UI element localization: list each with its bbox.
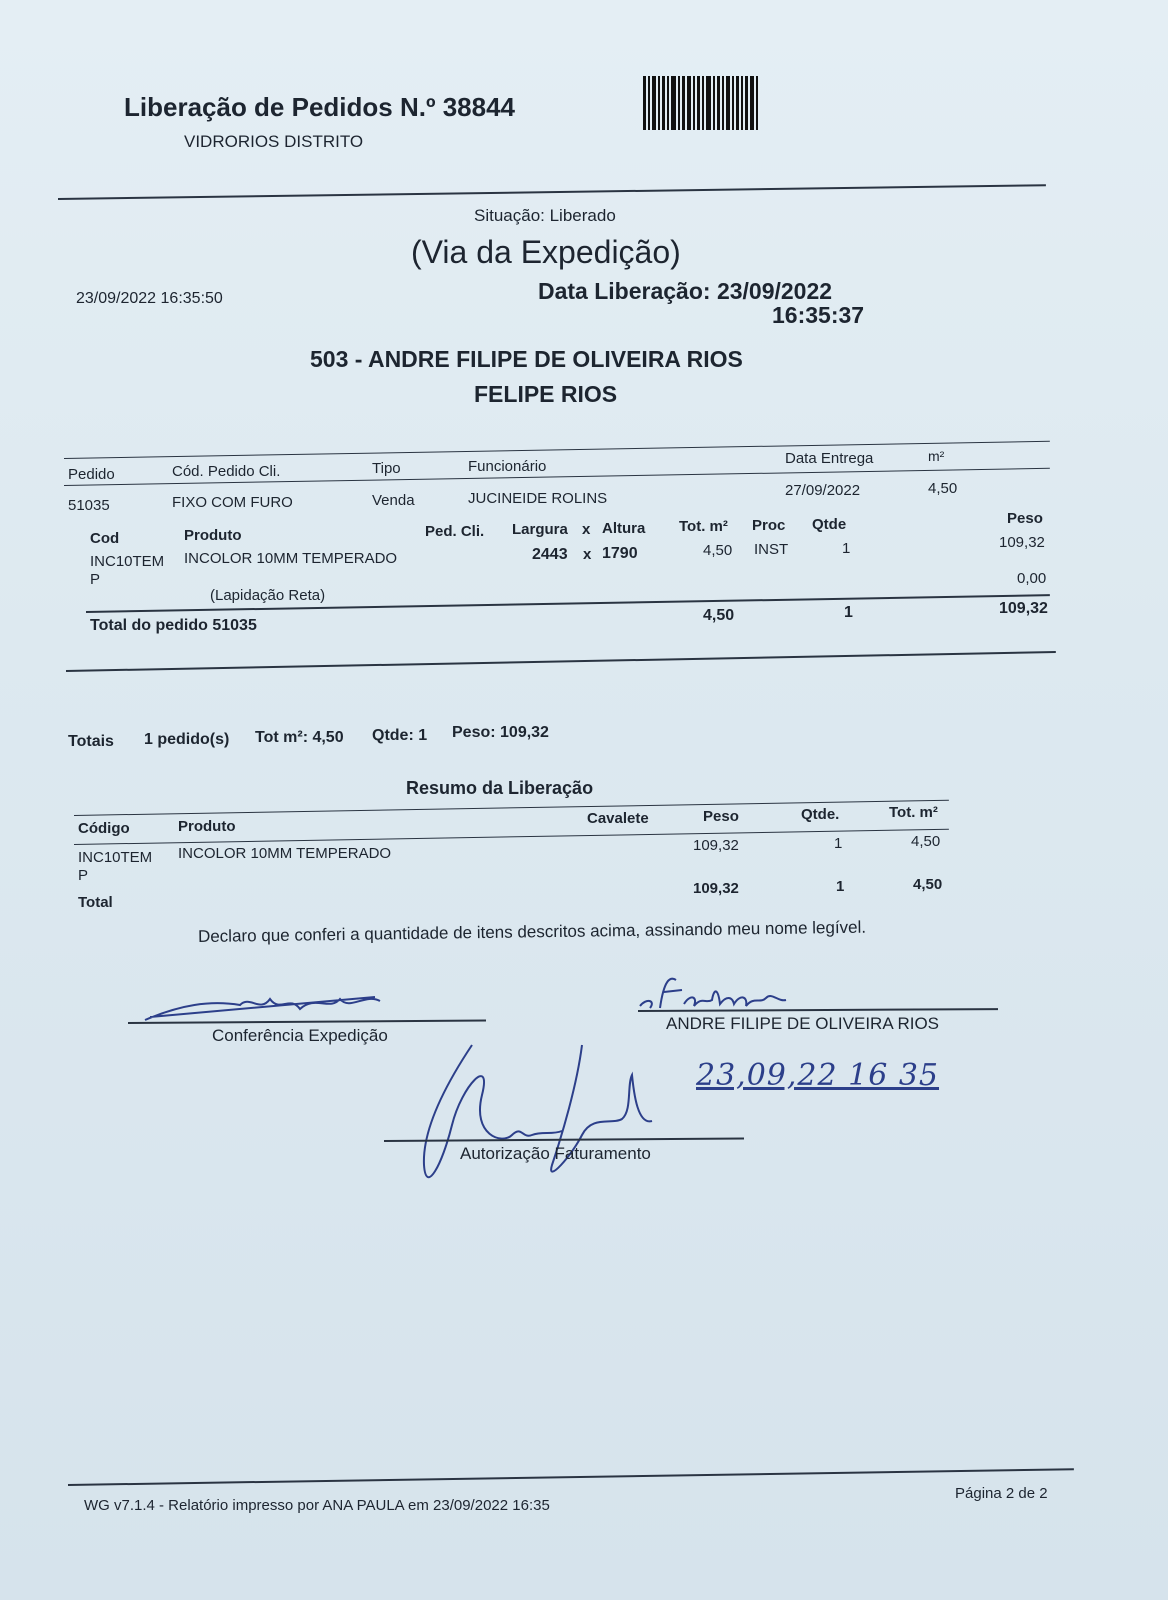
copy-label: (Via da Expedição) [411, 234, 681, 270]
autorizacao-label: Autorização Faturamento [460, 1144, 651, 1163]
release-time: 16:35:37 [772, 302, 865, 328]
summary-produto: INCOLOR 10MM TEMPERADO [178, 845, 392, 862]
summary-col-produto: Produto [178, 818, 236, 835]
summary-col-peso: Peso [703, 808, 739, 825]
client-signature-label: ANDRE FILIPE DE OLIVEIRA RIOS [666, 1014, 940, 1033]
item-col-ped-cli: Ped. Cli. [425, 523, 485, 540]
item-proc: INST [754, 541, 789, 558]
order-total-label: Total do pedido 51035 [90, 617, 257, 634]
handwritten-date: 23,09,22 16 35 [696, 1058, 940, 1093]
totals-label: Totais [68, 733, 114, 750]
col-cod-pedido-cli: Cód. Pedido Cli. [172, 463, 281, 480]
item-col-proc: Proc [752, 517, 786, 534]
order-total-peso: 109,32 [999, 600, 1048, 617]
conferencia-signature [140, 985, 390, 1025]
col-data-entrega: Data Entrega [785, 450, 874, 467]
item-col-largura: Largura [512, 521, 568, 538]
summary-col-tot-m2: Tot. m² [889, 804, 938, 821]
item-cod-continued: P [90, 571, 101, 588]
order-top-rule [64, 441, 1050, 459]
item-col-x: x [582, 521, 591, 538]
item-col-qtde: Qtde [812, 516, 847, 533]
header-divider [58, 184, 1046, 200]
summary-codigo-continued: P [78, 867, 89, 884]
item-cod: INC10TEM [90, 553, 165, 570]
order-data-entrega: 27/09/2022 [785, 482, 861, 499]
summary-peso: 109,32 [693, 837, 739, 854]
item-col-tot-m2: Tot. m² [679, 518, 728, 535]
company-name: VIDRORIOS DISTRITO [184, 132, 364, 151]
summary-codigo: INC10TEM [78, 849, 153, 866]
order-pedido: 51035 [68, 497, 110, 514]
item-col-produto: Produto [184, 527, 242, 544]
summary-title: Resumo da Liberação [406, 778, 594, 798]
summary-total-peso: 109,32 [693, 880, 739, 897]
item-tot-m2: 4,50 [703, 542, 733, 559]
barcode [643, 76, 760, 130]
client-name: 503 - ANDRE FILIPE DE OLIVEIRA RIOS [310, 346, 743, 372]
client-short-name: FELIPE RIOS [474, 381, 618, 407]
footer-printed-by: WG v7.1.4 - Relatório impresso por ANA PAULA em 23/09/2022 16:35 [84, 1497, 550, 1514]
col-tipo: Tipo [372, 460, 401, 477]
totals-pedidos: 1 pedido(s) [144, 731, 230, 748]
summary-total-qtde: 1 [836, 878, 845, 895]
totals-peso: Peso: 109,32 [452, 724, 549, 741]
col-funcionario: Funcionário [468, 458, 547, 475]
printed-at: 23/09/2022 16:35:50 [76, 290, 223, 307]
release-date: Data Liberação: 23/09/2022 [538, 278, 833, 304]
footer-page-number: Página 2 de 2 [955, 1485, 1048, 1502]
order-funcionario: JUCINEIDE ROLINS [468, 490, 608, 507]
autorizacao-signature [412, 1035, 672, 1195]
status-text: Situação: Liberado [474, 206, 616, 225]
document-title: Liberação de Pedidos N.º 38844 [124, 92, 515, 122]
col-pedido: Pedido [68, 466, 115, 483]
item-altura: 1790 [602, 545, 638, 562]
summary-col-codigo: Código [78, 820, 130, 837]
totals-qtde: Qtde: 1 [372, 727, 428, 744]
item-largura: 2443 [532, 546, 568, 563]
conferencia-label: Conferência Expedição [212, 1026, 388, 1045]
summary-col-qtde: Qtde. [801, 806, 840, 823]
summary-qtde: 1 [834, 835, 843, 852]
item-peso: 109,32 [999, 534, 1045, 551]
item-x: x [583, 546, 592, 563]
order-cod-pedido-cli: FIXO COM FURO [172, 494, 293, 511]
order-total-qtde: 1 [844, 604, 853, 621]
order-m2: 4,50 [928, 480, 958, 497]
summary-total-label: Total [78, 894, 113, 911]
item-col-peso: Peso [1007, 510, 1043, 527]
summary-tot-m2: 4,50 [911, 833, 941, 850]
item-process-note: (Lapidação Reta) [210, 587, 326, 604]
item-qtde: 1 [842, 540, 851, 557]
item-col-altura: Altura [602, 520, 646, 537]
footer-rule [68, 1468, 1074, 1486]
order-tipo: Venda [372, 492, 415, 509]
order-total-m2: 4,50 [703, 607, 735, 624]
summary-total-tot-m2: 4,50 [913, 876, 943, 893]
item-col-cod: Cod [90, 530, 120, 547]
item-produto: INCOLOR 10MM TEMPERADO [184, 550, 398, 567]
order-bottom-rule [66, 651, 1056, 672]
declaration-text: Declaro que conferi a quantidade de itens descritos acima, assinando meu nome legível. [197, 917, 867, 946]
summary-col-cavalete: Cavalete [587, 810, 649, 827]
totals-m2: Tot m²: 4,50 [255, 729, 344, 746]
item-process-peso: 0,00 [1017, 570, 1047, 587]
col-m2: m² [928, 448, 945, 464]
